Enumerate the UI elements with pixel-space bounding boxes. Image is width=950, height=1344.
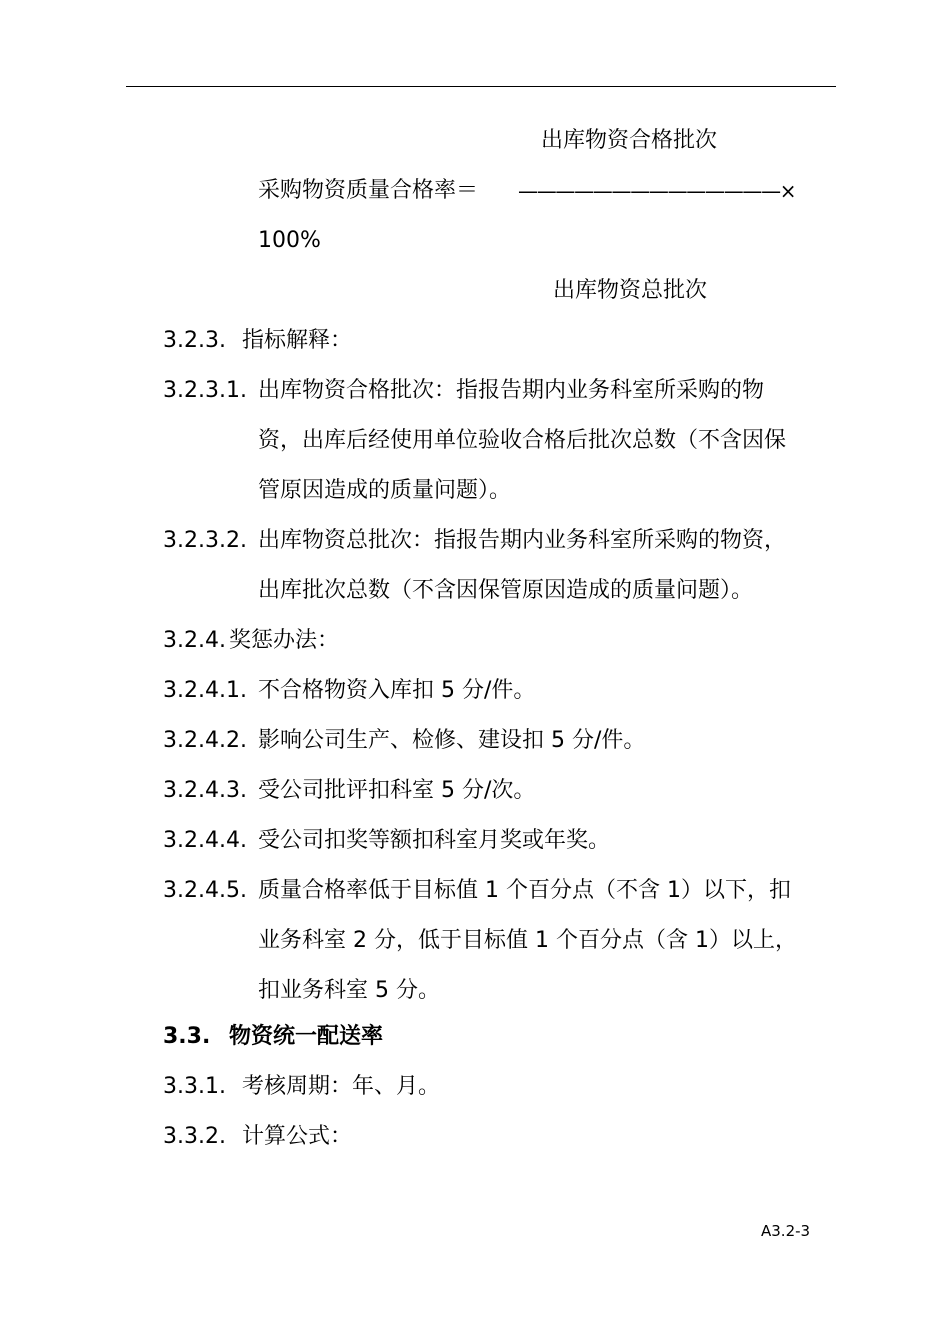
item-3-2-3-2-number: 3.2.3.2. — [163, 528, 247, 553]
item-3-2-4-4-text: 受公司扣奖等额扣科室月奖或年奖。 — [258, 828, 611, 853]
item-3-3-1-number: 3.3.1. — [163, 1074, 226, 1099]
formula-lhs: 采购物资质量合格率＝ — [258, 178, 479, 203]
section-3-2-4-title: 奖惩办法： — [229, 628, 340, 653]
formula-denominator: 出库物资总批次 — [553, 278, 708, 303]
item-3-2-4-2-text: 影响公司生产、检修、建设扣 5 分/件。 — [258, 728, 646, 753]
item-3-2-4-5-line2: 业务科室 2 分，低于目标值 1 个百分点（含 1）以上， — [258, 928, 797, 953]
item-3-2-3-1-number: 3.2.3.1. — [163, 378, 247, 403]
section-3-3-number: 3.3. — [163, 1024, 211, 1049]
item-3-2-4-5-line1: 质量合格率低于目标值 1 个百分点（不含 1）以下，扣 — [258, 878, 791, 903]
item-3-2-4-4-number: 3.2.4.4. — [163, 828, 247, 853]
item-3-2-4-2-number: 3.2.4.2. — [163, 728, 247, 753]
page-number: A3.2-3 — [761, 1222, 811, 1240]
item-3-3-2-text: 计算公式： — [242, 1124, 353, 1149]
section-3-2-3-number: 3.2.3. — [163, 328, 226, 353]
item-3-3-1-text: 考核周期：年、月。 — [242, 1074, 441, 1099]
section-3-2-3-title: 指标解释： — [242, 328, 353, 353]
header-rule — [126, 86, 836, 87]
item-3-2-4-1-number: 3.2.4.1. — [163, 678, 247, 703]
item-3-2-4-3-number: 3.2.4.3. — [163, 778, 247, 803]
item-3-3-2-number: 3.3.2. — [163, 1124, 226, 1149]
formula-numerator: 出库物资合格批次 — [541, 128, 718, 153]
item-3-2-3-1-line3: 管原因造成的质量问题）。 — [258, 478, 512, 503]
section-3-2-4-number: 3.2.4. — [163, 628, 226, 653]
item-3-2-3-2-line1: 出库物资总批次：指报告期内业务科室所采购的物资， — [258, 528, 787, 553]
item-3-2-3-1-line1: 出库物资合格批次：指报告期内业务科室所采购的物 — [258, 378, 765, 403]
item-3-2-3-1-line2: 资，出库后经使用单位验收合格后批次总数（不含因保 — [258, 428, 787, 453]
formula-multiplier: 100% — [258, 228, 321, 253]
formula-fraction-bar: ——————————————× — [518, 179, 796, 203]
item-3-2-4-5-line3: 扣业务科室 5 分。 — [258, 978, 440, 1003]
section-3-3-title: 物资统一配送率 — [229, 1024, 384, 1049]
item-3-2-4-5-number: 3.2.4.5. — [163, 878, 247, 903]
item-3-2-3-2-line2: 出库批次总数（不含因保管原因造成的质量问题）。 — [258, 578, 754, 603]
item-3-2-4-1-text: 不合格物资入库扣 5 分/件。 — [258, 678, 536, 703]
item-3-2-4-3-text: 受公司批评扣科室 5 分/次。 — [258, 778, 536, 803]
